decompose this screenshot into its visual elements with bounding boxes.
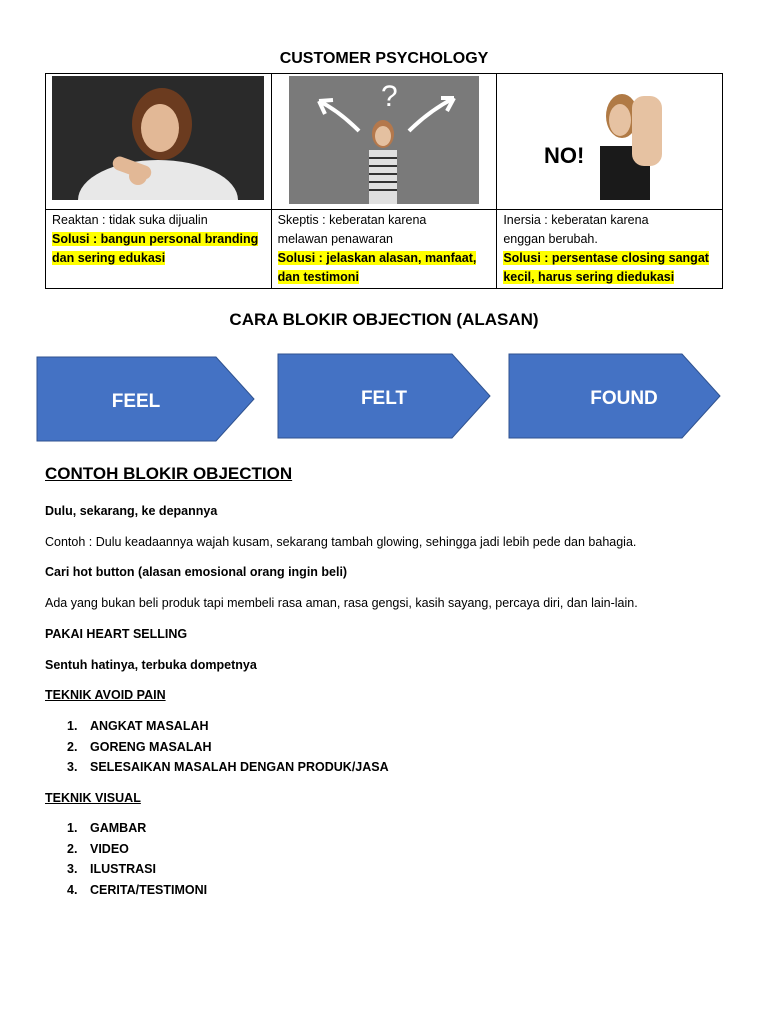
table-cell-text — [271, 210, 497, 289]
woman-pointing-photo — [52, 76, 264, 200]
type-label: Reaktan : tidak suka dijualin — [52, 213, 208, 227]
feel-felt-found-diagram — [36, 352, 726, 444]
woman-confused-arrows-photo — [289, 76, 479, 204]
paragraph: Cari hot button (alasan emosional orang ingin beli) — [45, 565, 348, 579]
solution-text: kecil, harus sering diedukasi — [503, 270, 675, 284]
paragraph: Dulu, sekarang, ke depannya — [45, 504, 218, 518]
type-label: Inersia : keberatan karena — [503, 213, 649, 227]
list-item: 3. SELESAIKAN MASALAH DENGAN PRODUK/JASA — [67, 760, 389, 774]
section-heading: CONTOH BLOKIR OBJECTION — [45, 464, 293, 483]
avoid-pain-list — [45, 716, 389, 778]
list-heading-avoid-pain: TEKNIK AVOID PAIN — [45, 688, 166, 702]
list-item: 2. GORENG MASALAH — [67, 739, 212, 754]
type-label: enggan berubah. — [503, 232, 598, 246]
paragraph: Sentuh hatinya, terbuka dompetnya — [45, 658, 257, 672]
question-mark: ? — [380, 80, 398, 113]
paragraph: PAKAI HEART SELLING — [45, 627, 188, 641]
solution-text: Solusi : bangun personal branding — [52, 232, 259, 246]
section-title: CARA BLOKIR OBJECTION (ALASAN) — [229, 310, 539, 329]
arrow-found-label: FOUND — [590, 388, 658, 409]
arrow-felt-label: FELT — [360, 388, 408, 409]
list-item: 1. GAMBAR — [67, 821, 147, 835]
list-item: 2. VIDEO — [67, 841, 129, 856]
solution-text: Solusi : persentase closing sangat — [503, 251, 709, 265]
solution-text: Solusi : jelaskan alasan, manfaat, — [277, 251, 477, 265]
paragraph: Contoh : Dulu keadaannya wajah kusam, sekarang tambah glowing, sehingga jadi lebih pede dan bahagia. — [45, 535, 637, 549]
table-cell-image — [46, 74, 272, 210]
visual-list — [45, 818, 207, 900]
list-item: 4. CERITA/TESTIMONI — [67, 882, 208, 897]
solution-text: dan sering edukasi — [52, 251, 166, 265]
solution-text: dan testimoni — [277, 270, 359, 284]
arrow-feel-label: FEEL — [111, 391, 161, 412]
table-cell-image — [497, 74, 723, 210]
list-item: 3. ILUSTRASI — [67, 862, 156, 876]
no-label: NO! — [543, 143, 584, 168]
table-cell-text — [46, 210, 272, 289]
paragraph: Ada yang bukan beli produk tapi membeli rasa aman, rasa gengsi, kasih sayang, percaya diri, dan lain-lain. — [45, 596, 638, 610]
woman-no-hand-photo — [540, 76, 680, 200]
list-heading-visual: TEKNIK VISUAL — [45, 791, 141, 805]
type-label: melawan penawaran — [277, 232, 394, 246]
psychology-table — [45, 73, 723, 289]
table-cell-text — [497, 210, 723, 289]
page-title: CUSTOMER PSYCHOLOGY — [279, 50, 489, 67]
list-item: 1. ANGKAT MASALAH — [67, 719, 209, 733]
type-label: Skeptis : keberatan karena — [277, 213, 427, 227]
table-cell-image — [271, 74, 497, 210]
